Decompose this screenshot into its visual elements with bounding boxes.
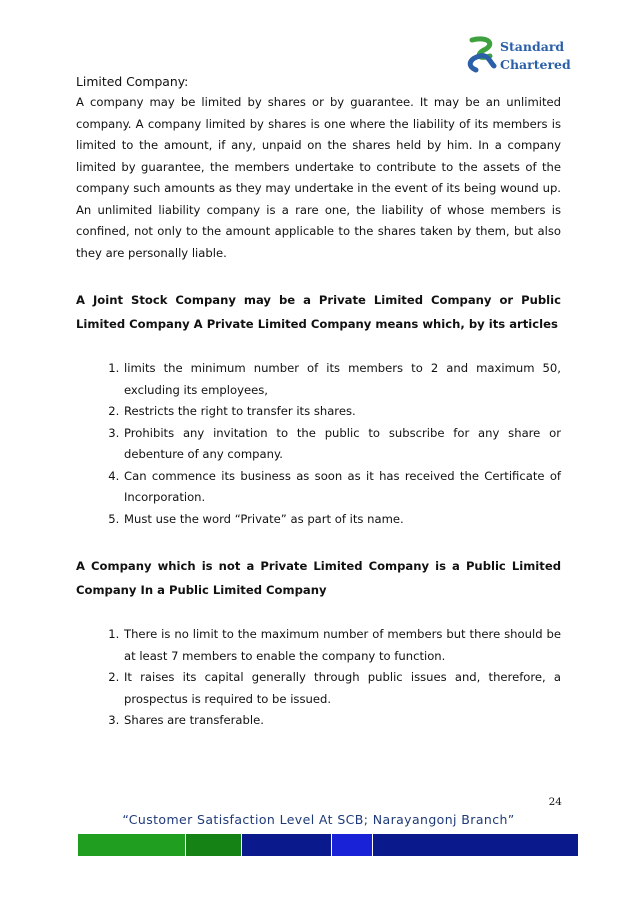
footer-bar-segment (241, 834, 331, 856)
footer-bar-segment (372, 834, 578, 856)
footer-caption: “Customer Satisfaction Level At SCB; Narayangonj Branch” (122, 812, 515, 827)
list-item: 1. There is no limit to the maximum number of members but there should be at least 7 members to enable the company to function. (123, 624, 561, 667)
public-company-heading: A Company which is not a Private Limited Company is a Public Limited Company In a Public Limited Company (76, 559, 561, 597)
logo-mark-icon (466, 36, 500, 74)
logo-line2: Chartered (500, 57, 571, 72)
private-company-heading: A Joint Stock Company may be a Private Limited Company or Public Limited Company A Private Limited Company means which, by its articles (76, 293, 561, 331)
footer-bar-segment (185, 834, 241, 856)
private-company-list (76, 358, 561, 530)
section-heading-limited-company: Limited Company: (76, 74, 189, 89)
footer-bar-segment (331, 834, 372, 856)
list-item: 1. limits the minimum number of its members to 2 and maximum 50, excluding its employees, (123, 358, 561, 401)
logo-text (500, 38, 571, 74)
list-item: 2. It raises its capital generally through public issues and, therefore, a prospectus is required to be issued. (123, 667, 561, 710)
standard-chartered-logo (466, 36, 571, 76)
list-item: 4. Can commence its business as soon as it has received the Certificate of Incorporation. (123, 466, 561, 509)
limited-company-paragraph: A company may be limited by shares or by guarantee. It may be an unlimited company. A company limited by shares is one where the liability of its members is limited to the amount, if any, unpaid on the shares held by him. In a company limited by guarantee, the members undertake to contribute to the assets of the company such amounts as they may undertake in the event of its being wound up. An unlimited liability company is a rare one, the liability of whose members is confined, not only to the amount applicable to the shares taken by them, but also they are personally liable. (76, 95, 561, 260)
logo-line1: Standard (500, 39, 565, 54)
page-content (76, 72, 561, 732)
list-item: 2. Restricts the right to transfer its shares. (123, 401, 561, 423)
footer-color-bar (78, 834, 578, 856)
list-item: 5. Must use the word “Private” as part of its name. (123, 509, 561, 531)
list-item: 3. Shares are transferable. (123, 710, 561, 732)
footer-bar-segment (78, 834, 185, 856)
list-item: 3. Prohibits any invitation to the public to subscribe for any share or debenture of any company. (123, 423, 561, 466)
public-company-list (76, 624, 561, 732)
page-number: 24 (548, 796, 562, 808)
